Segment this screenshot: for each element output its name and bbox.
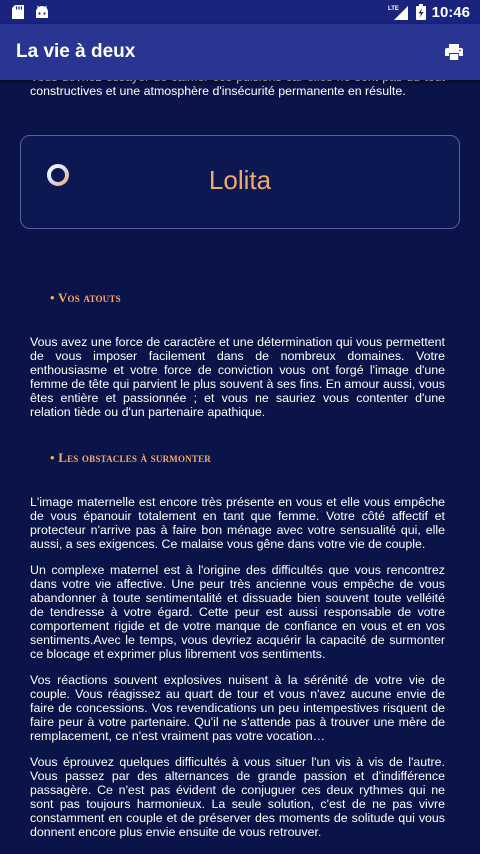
intro-paragraph: constructives et une atmosphère d'insécurité permanente en résulte.: [30, 84, 406, 98]
obstacles-paragraph-4: Vous éprouvez quelques difficultés à vous situer l'un vis à vis de l'autre. Vous passez par des alternances de grande passion et d'indifférence passagère. Ce n'est pas évident de conjuguer ces deux rythmes qui ne sont pas toujours harmonieux. La seule solution, c'est de ne pas vivre constamment en couple et de préserver des moments de solitude qui vous donnent encore plus envie ensuite de vous retrouver.: [30, 755, 445, 839]
android-icon: [34, 5, 50, 19]
app-bar: [0, 24, 480, 80]
app-title: La vie à deux: [16, 41, 136, 62]
svg-text:LTE: LTE: [387, 6, 399, 12]
print-button[interactable]: [442, 40, 466, 64]
lte-signal-icon: [388, 4, 410, 20]
battery-charging-icon: [416, 4, 426, 20]
obstacles-paragraph-3: Vos réactions souvent explosives nuisent à la sérénité de votre vie de couple. Vous réagissez au quart de tour et vous n'avez aucune envie de faire de concessions. Vos revendications un peu intempestives risquent de faire peur à votre partenaire. Qu'il ne s'attende pas à trouver une mère de remplacement, ce n'est vraiment pas votre vocation…: [30, 673, 445, 743]
obstacles-paragraph-1: L'image maternelle est encore très présente en vous et elle vous empêche de vous épanouir totalement en tant que femme. Votre côté affectif et protecteur n'arrive pas à faire bon ménage avec votre sensualité qui, elle aussi, a ses exigences. Ce malaise vous gêne dans votre vie de couple.: [30, 495, 445, 551]
sd-card-icon: [12, 5, 24, 19]
status-time: 10:46: [431, 3, 470, 21]
section-title-atouts: • Vos atouts: [50, 290, 121, 305]
profile-name: Lolita: [208, 165, 272, 195]
obstacles-paragraph-2: Un complexe maternel est à l'origine des difficultés que vous rencontrez dans votre vie affective. Une peur très ancienne vous empêche de vous abandonner à toute sentimentalité et dissuade bien souvent toute velléité de tendresse à votre égard. Cette peur est aussi responsable de votre comportement rigide et de votre manque de confiance en vous et en vos sentiments.Avec le temps, vous devriez acquérir la capacité de surmonter ce blocage et exprimer plus librement vos sentiments.: [30, 563, 445, 661]
section-title-obstacles: • Les obstacles à surmonter: [50, 450, 211, 465]
profile-card: [20, 135, 460, 229]
status-bar: [0, 0, 480, 24]
atouts-paragraph: Vous avez une force de caractère et une détermination qui vous permettent de vous imposer facilement dans de nombreux domaines. Votre enthousiasme et votre force de conviction vous ont forgé l'image d'une femme de tête qui parvient le plus souvent à ses fins. En amour aussi, vous êtes entière et passionnée ; et vous ne sauriez vous contenter d'une relation tiède ou d'un partenaire apathique.: [30, 335, 445, 419]
article-content[interactable]: [0, 80, 480, 854]
print-icon: [445, 44, 463, 60]
